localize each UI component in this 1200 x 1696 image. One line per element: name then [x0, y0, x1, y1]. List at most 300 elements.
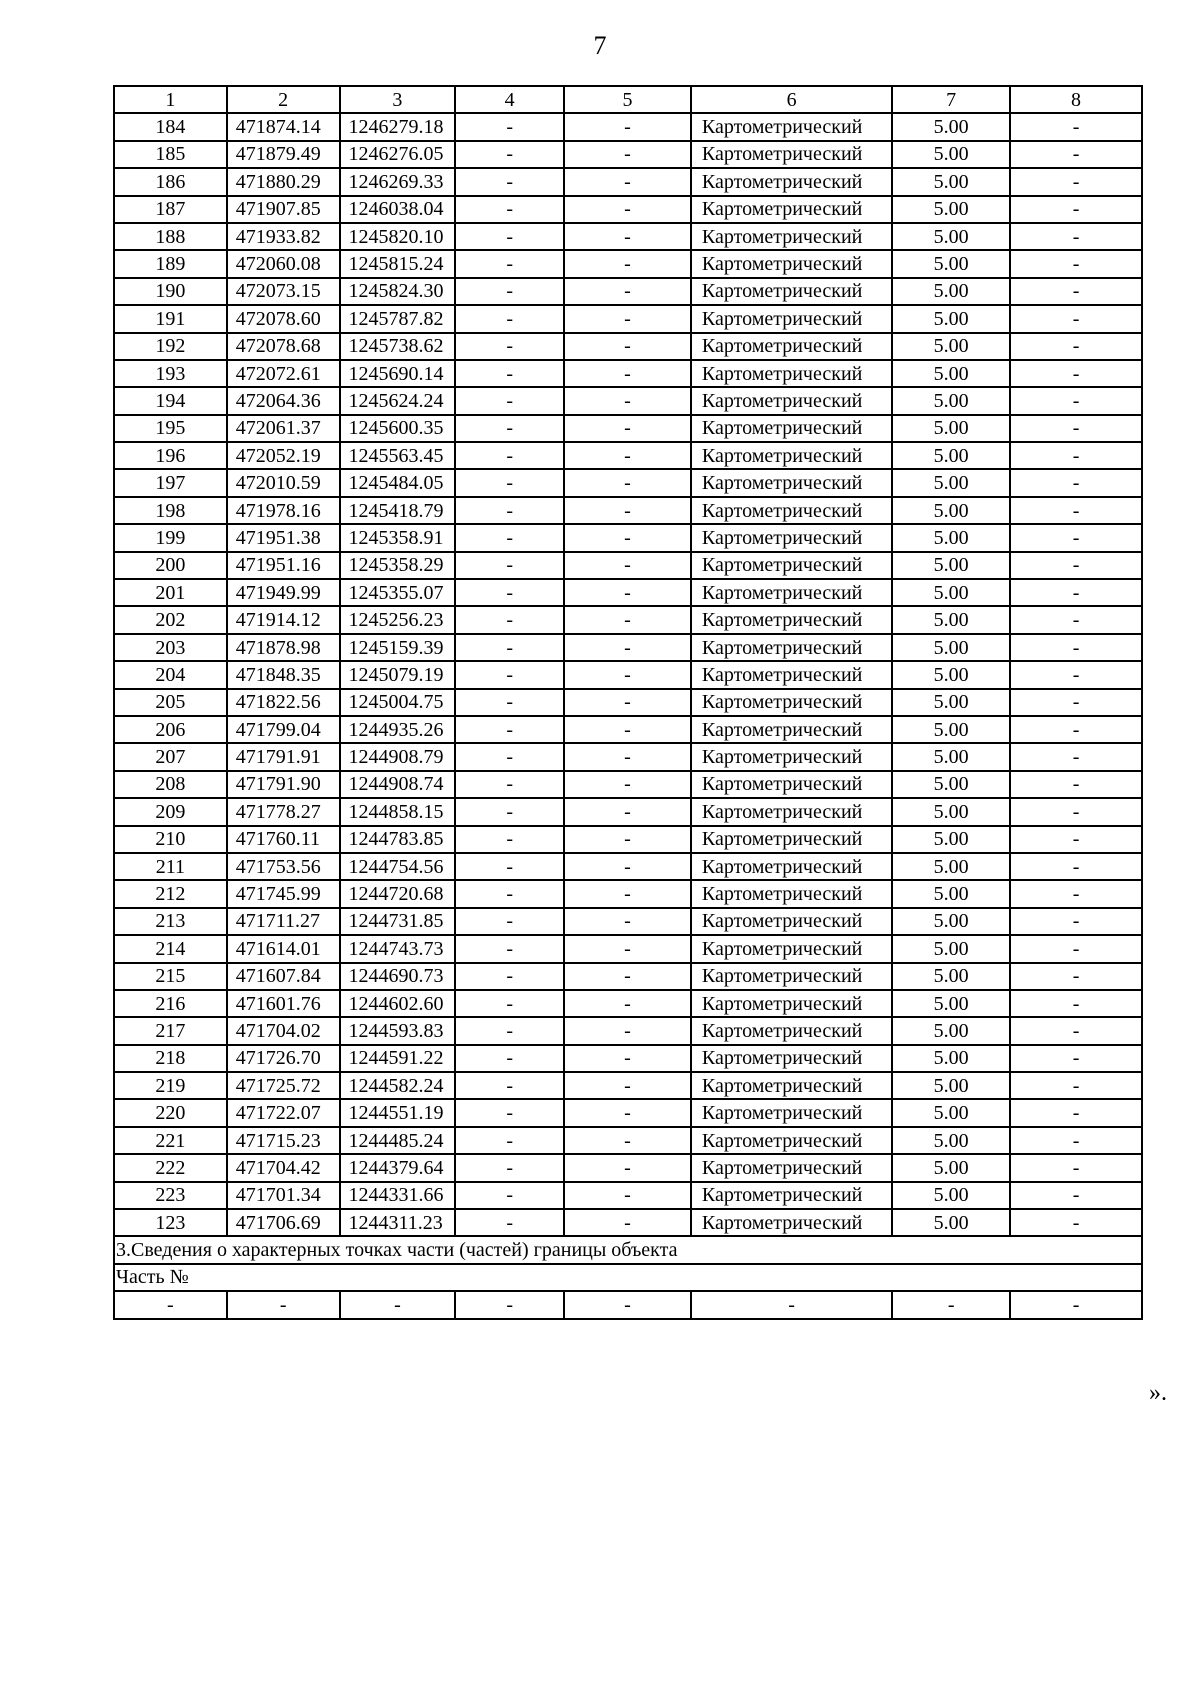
table-cell: 184: [114, 113, 227, 140]
table-cell: -: [455, 168, 564, 195]
table-cell: 5.00: [892, 141, 1010, 168]
table-cell: 5.00: [892, 606, 1010, 633]
table-cell: 471745.99: [227, 880, 340, 907]
table-cell: 5.00: [892, 579, 1010, 606]
table-cell: -: [564, 333, 691, 360]
table-cell: -: [455, 661, 564, 688]
table-cell: 472060.08: [227, 250, 340, 277]
table-cell: 5.00: [892, 497, 1010, 524]
table-row: [114, 469, 1142, 496]
table-cell: 5.00: [892, 469, 1010, 496]
table-cell: 5.00: [892, 716, 1010, 743]
table-cell: -: [1010, 661, 1142, 688]
table-cell: 1245004.75: [340, 689, 456, 716]
table-cell: -: [455, 963, 564, 990]
table-cell: -: [455, 415, 564, 442]
table-cell: 1244783.85: [340, 826, 456, 853]
table-cell: 5.00: [892, 661, 1010, 688]
table-cell: -: [1010, 771, 1142, 798]
table-cell: 194: [114, 387, 227, 414]
table-cell: 185: [114, 141, 227, 168]
table-cell: -: [455, 113, 564, 140]
table-cell: 1245563.45: [340, 442, 456, 469]
table-cell: -: [1010, 689, 1142, 716]
table-cell: 5.00: [892, 1127, 1010, 1154]
table-cell: Картометрический: [691, 415, 892, 442]
table-row: [114, 113, 1142, 140]
table-cell: -: [564, 196, 691, 223]
header-cell: 4: [455, 86, 564, 113]
table-cell: -: [564, 579, 691, 606]
table-cell: -: [1010, 798, 1142, 825]
table-cell: -: [564, 1291, 691, 1318]
table-cell: -: [1010, 333, 1142, 360]
table-cell: 218: [114, 1045, 227, 1072]
table-cell: 5.00: [892, 853, 1010, 880]
table-cell: 1244908.79: [340, 743, 456, 770]
table-row: [114, 990, 1142, 1017]
table-cell: -: [1010, 1017, 1142, 1044]
header-cell: 6: [691, 86, 892, 113]
table-cell: -: [455, 826, 564, 853]
table-row: [114, 552, 1142, 579]
table-cell: Картометрический: [691, 552, 892, 579]
table-row: [114, 278, 1142, 305]
table-cell: -: [455, 196, 564, 223]
table-cell: -: [455, 1017, 564, 1044]
table-cell: -: [455, 689, 564, 716]
table-cell: -: [455, 141, 564, 168]
table-cell: 1244331.66: [340, 1182, 456, 1209]
table-cell: 1244485.24: [340, 1127, 456, 1154]
table-cell: 5.00: [892, 305, 1010, 332]
table-cell: -: [455, 634, 564, 661]
table-cell: -: [455, 223, 564, 250]
table-cell: -: [564, 798, 691, 825]
boundary-points-table: [113, 85, 1143, 1320]
table-cell: Картометрический: [691, 661, 892, 688]
table-cell: 5.00: [892, 826, 1010, 853]
part-number-label: Часть №: [114, 1264, 1142, 1291]
table-cell: Картометрический: [691, 113, 892, 140]
table-cell: Картометрический: [691, 442, 892, 469]
table-cell: 471880.29: [227, 168, 340, 195]
table-row: [114, 524, 1142, 551]
table-cell: -: [1010, 990, 1142, 1017]
table-cell: -: [564, 1182, 691, 1209]
closing-quote-mark: ».: [1149, 1380, 1167, 1406]
table-cell: -: [1010, 579, 1142, 606]
table-cell: -: [564, 552, 691, 579]
table-cell: -: [1010, 963, 1142, 990]
table-cell: -: [455, 579, 564, 606]
table-row: [114, 689, 1142, 716]
table-cell: -: [564, 360, 691, 387]
table-cell: 191: [114, 305, 227, 332]
table-cell: -: [227, 1291, 340, 1318]
table-row: [114, 168, 1142, 195]
table-cell: -: [1010, 387, 1142, 414]
table-cell: 471951.38: [227, 524, 340, 551]
table-cell: 472078.68: [227, 333, 340, 360]
table-cell: 203: [114, 634, 227, 661]
table-cell: -: [564, 1209, 691, 1236]
table-cell: 471725.72: [227, 1072, 340, 1099]
table-cell: 5.00: [892, 168, 1010, 195]
table-cell: 5.00: [892, 1017, 1010, 1044]
table-cell: 471778.27: [227, 798, 340, 825]
table-cell: -: [455, 387, 564, 414]
table-cell: -: [1010, 1154, 1142, 1181]
table-cell: -: [455, 552, 564, 579]
table-row: [114, 826, 1142, 853]
table-cell: 471704.02: [227, 1017, 340, 1044]
table-cell: 5.00: [892, 196, 1010, 223]
table-cell: -: [1010, 223, 1142, 250]
table-cell: -: [1010, 113, 1142, 140]
table-cell: Картометрический: [691, 469, 892, 496]
table-cell: Картометрический: [691, 963, 892, 990]
header-cell: 8: [1010, 86, 1142, 113]
table-cell: 471978.16: [227, 497, 340, 524]
table-cell: 1246269.33: [340, 168, 456, 195]
table-cell: 198: [114, 497, 227, 524]
table-cell: -: [564, 908, 691, 935]
table-cell: -: [1010, 935, 1142, 962]
table-cell: 199: [114, 524, 227, 551]
table-cell: 471791.90: [227, 771, 340, 798]
table-cell: 1246038.04: [340, 196, 456, 223]
table-cell: 1245600.35: [340, 415, 456, 442]
table-cell: -: [691, 1291, 892, 1318]
table-cell: -: [1010, 853, 1142, 880]
table-cell: Картометрический: [691, 1072, 892, 1099]
table-cell: 1244582.24: [340, 1072, 456, 1099]
table-cell: -: [564, 278, 691, 305]
table-cell: Картометрический: [691, 1127, 892, 1154]
table-row: [114, 1127, 1142, 1154]
table-row: [114, 1045, 1142, 1072]
table-cell: 196: [114, 442, 227, 469]
table-cell: 189: [114, 250, 227, 277]
table-cell: 220: [114, 1099, 227, 1126]
table-cell: 5.00: [892, 113, 1010, 140]
table-row: [114, 743, 1142, 770]
table-cell: Картометрический: [691, 223, 892, 250]
table-cell: 5.00: [892, 963, 1010, 990]
table-cell: 471701.34: [227, 1182, 340, 1209]
table-row: [114, 333, 1142, 360]
table-cell: -: [1010, 634, 1142, 661]
table-cell: 223: [114, 1182, 227, 1209]
table-cell: -: [455, 1127, 564, 1154]
table-cell: -: [564, 990, 691, 1017]
table-cell: 216: [114, 990, 227, 1017]
table-cell: Картометрический: [691, 1045, 892, 1072]
table-cell: 215: [114, 963, 227, 990]
table-cell: -: [455, 716, 564, 743]
table-cell: 471601.76: [227, 990, 340, 1017]
table-cell: -: [564, 689, 691, 716]
table-cell: 472061.37: [227, 415, 340, 442]
table-cell: 471711.27: [227, 908, 340, 935]
table-cell: Картометрический: [691, 826, 892, 853]
table-cell: 472073.15: [227, 278, 340, 305]
table-cell: 208: [114, 771, 227, 798]
table-cell: 1245815.24: [340, 250, 456, 277]
table-row: [114, 908, 1142, 935]
table-cell: 5.00: [892, 387, 1010, 414]
table-row: [114, 415, 1142, 442]
table-cell: -: [455, 771, 564, 798]
table-cell: -: [1010, 716, 1142, 743]
section-3-row: [114, 1236, 1142, 1263]
table-cell: 5.00: [892, 360, 1010, 387]
table-cell: 1244551.19: [340, 1099, 456, 1126]
table-cell: -: [455, 497, 564, 524]
section-3-title: 3.Сведения о характерных точках части (частей) границы объекта: [114, 1236, 1142, 1263]
table-cell: Картометрический: [691, 908, 892, 935]
table-cell: -: [564, 606, 691, 633]
table-cell: 5.00: [892, 1209, 1010, 1236]
table-cell: 5.00: [892, 634, 1010, 661]
table-cell: 192: [114, 333, 227, 360]
table-cell: 471848.35: [227, 661, 340, 688]
table-cell: Картометрический: [691, 579, 892, 606]
table-cell: -: [564, 168, 691, 195]
table-cell: 1244720.68: [340, 880, 456, 907]
table-cell: -: [1010, 1182, 1142, 1209]
table-cell: -: [1010, 880, 1142, 907]
table-cell: 5.00: [892, 771, 1010, 798]
table-cell: -: [1010, 552, 1142, 579]
table-cell: -: [1010, 743, 1142, 770]
table-cell: -: [564, 250, 691, 277]
table-cell: -: [455, 798, 564, 825]
table-row: [114, 196, 1142, 223]
table-cell: 1244858.15: [340, 798, 456, 825]
table-row: [114, 880, 1142, 907]
table-cell: -: [564, 826, 691, 853]
table-cell: -: [564, 935, 691, 962]
table-cell: -: [564, 716, 691, 743]
table-cell: -: [1010, 1072, 1142, 1099]
table-cell: 5.00: [892, 880, 1010, 907]
table-cell: 1244690.73: [340, 963, 456, 990]
table-cell: 5.00: [892, 278, 1010, 305]
table-cell: 471822.56: [227, 689, 340, 716]
table-cell: 195: [114, 415, 227, 442]
table-cell: -: [1010, 141, 1142, 168]
table-cell: Картометрический: [691, 853, 892, 880]
table-row: [114, 853, 1142, 880]
table-row: [114, 223, 1142, 250]
table-cell: Картометрический: [691, 606, 892, 633]
table-cell: 1246279.18: [340, 113, 456, 140]
table-cell: 1244593.83: [340, 1017, 456, 1044]
table-row: [114, 1099, 1142, 1126]
table-cell: 187: [114, 196, 227, 223]
table-cell: Картометрический: [691, 990, 892, 1017]
table-cell: -: [455, 908, 564, 935]
table-cell: 200: [114, 552, 227, 579]
table-cell: -: [1010, 415, 1142, 442]
table-cell: 471951.16: [227, 552, 340, 579]
table-cell: -: [455, 278, 564, 305]
table-cell: 5.00: [892, 250, 1010, 277]
table-cell: -: [564, 661, 691, 688]
table-row: [114, 387, 1142, 414]
table-cell: -: [455, 606, 564, 633]
table-cell: 1245358.29: [340, 552, 456, 579]
table-cell: -: [455, 1099, 564, 1126]
table-cell: Картометрический: [691, 1209, 892, 1236]
table-cell: -: [455, 469, 564, 496]
table-cell: 207: [114, 743, 227, 770]
table-cell: 1245256.23: [340, 606, 456, 633]
table-row: [114, 716, 1142, 743]
table-cell: 5.00: [892, 798, 1010, 825]
table-cell: -: [455, 935, 564, 962]
table-cell: 472072.61: [227, 360, 340, 387]
table-cell: -: [564, 1072, 691, 1099]
table-cell: 471614.01: [227, 935, 340, 962]
table-row: [114, 661, 1142, 688]
table-cell: -: [455, 333, 564, 360]
table-cell: 471726.70: [227, 1045, 340, 1072]
table-cell: Картометрический: [691, 634, 892, 661]
table-cell: 5.00: [892, 1154, 1010, 1181]
table-cell: 219: [114, 1072, 227, 1099]
table-cell: -: [1010, 250, 1142, 277]
table-cell: 210: [114, 826, 227, 853]
table-cell: -: [564, 113, 691, 140]
table-cell: 472010.59: [227, 469, 340, 496]
table-cell: -: [1010, 826, 1142, 853]
table-cell: Картометрический: [691, 168, 892, 195]
table-cell: -: [564, 634, 691, 661]
table-cell: 202: [114, 606, 227, 633]
table-cell: -: [564, 1017, 691, 1044]
table-cell: -: [1010, 442, 1142, 469]
table-cell: 205: [114, 689, 227, 716]
table-row: [114, 1209, 1142, 1236]
table-cell: 5.00: [892, 223, 1010, 250]
table-cell: -: [564, 469, 691, 496]
table-cell: 471799.04: [227, 716, 340, 743]
table-cell: 5.00: [892, 743, 1010, 770]
table-cell: Картометрический: [691, 1154, 892, 1181]
table-cell: 471914.12: [227, 606, 340, 633]
table-cell: 5.00: [892, 689, 1010, 716]
table-cell: -: [564, 524, 691, 551]
table-cell: 471704.42: [227, 1154, 340, 1181]
table-cell: -: [1010, 1127, 1142, 1154]
table-cell: 221: [114, 1127, 227, 1154]
table-cell: 471715.23: [227, 1127, 340, 1154]
table-row: [114, 1072, 1142, 1099]
table-cell: 193: [114, 360, 227, 387]
table-cell: Картометрический: [691, 360, 892, 387]
table-cell: 472078.60: [227, 305, 340, 332]
table-cell: -: [564, 1099, 691, 1126]
table-cell: Картометрический: [691, 250, 892, 277]
table-cell: -: [1010, 1209, 1142, 1236]
table-cell: 1244743.73: [340, 935, 456, 962]
table-cell: -: [564, 141, 691, 168]
table-cell: 1245820.10: [340, 223, 456, 250]
table-row: [114, 935, 1142, 962]
table-cell: 471753.56: [227, 853, 340, 880]
table-cell: 214: [114, 935, 227, 962]
table-cell: Картометрический: [691, 771, 892, 798]
table-cell: 1245079.19: [340, 661, 456, 688]
table-row: [114, 771, 1142, 798]
table-cell: Картометрический: [691, 333, 892, 360]
table-cell: -: [892, 1291, 1010, 1318]
table-row: [114, 1182, 1142, 1209]
table-cell: -: [455, 1209, 564, 1236]
table-cell: 197: [114, 469, 227, 496]
table-cell: 1245418.79: [340, 497, 456, 524]
table-cell: 212: [114, 880, 227, 907]
table-cell: -: [1010, 278, 1142, 305]
table-cell: 206: [114, 716, 227, 743]
table-cell: -: [455, 1154, 564, 1181]
header-cell: 2: [227, 86, 340, 113]
table-cell: -: [564, 743, 691, 770]
table-cell: -: [564, 853, 691, 880]
table-cell: 471760.11: [227, 826, 340, 853]
table-cell: 209: [114, 798, 227, 825]
table-cell: 201: [114, 579, 227, 606]
table-cell: -: [1010, 1291, 1142, 1318]
table-cell: -: [455, 360, 564, 387]
table-cell: 217: [114, 1017, 227, 1044]
table-cell: 1245358.91: [340, 524, 456, 551]
table-cell: -: [564, 387, 691, 414]
table-cell: Картометрический: [691, 196, 892, 223]
table-cell: Картометрический: [691, 305, 892, 332]
table-cell: -: [564, 223, 691, 250]
table-cell: Картометрический: [691, 1017, 892, 1044]
table-cell: 471722.07: [227, 1099, 340, 1126]
table-row: [114, 1017, 1142, 1044]
table-cell: 1244602.60: [340, 990, 456, 1017]
table-cell: 471791.91: [227, 743, 340, 770]
table-cell: -: [564, 497, 691, 524]
table-cell: Картометрический: [691, 1182, 892, 1209]
table-row: [114, 1154, 1142, 1181]
table-cell: 471878.98: [227, 634, 340, 661]
table-cell: -: [455, 250, 564, 277]
table-cell: 1245355.07: [340, 579, 456, 606]
table-cell: -: [455, 305, 564, 332]
table-cell: -: [1010, 305, 1142, 332]
table-body: [114, 86, 1142, 1319]
table-cell: 186: [114, 168, 227, 195]
table-cell: 188: [114, 223, 227, 250]
table-cell: Картометрический: [691, 387, 892, 414]
table-cell: -: [1010, 606, 1142, 633]
table-cell: -: [564, 1127, 691, 1154]
table-cell: 213: [114, 908, 227, 935]
table-cell: 1244591.22: [340, 1045, 456, 1072]
table-cell: 1244754.56: [340, 853, 456, 880]
table-cell: 190: [114, 278, 227, 305]
header-cell: 5: [564, 86, 691, 113]
table-cell: 1246276.05: [340, 141, 456, 168]
